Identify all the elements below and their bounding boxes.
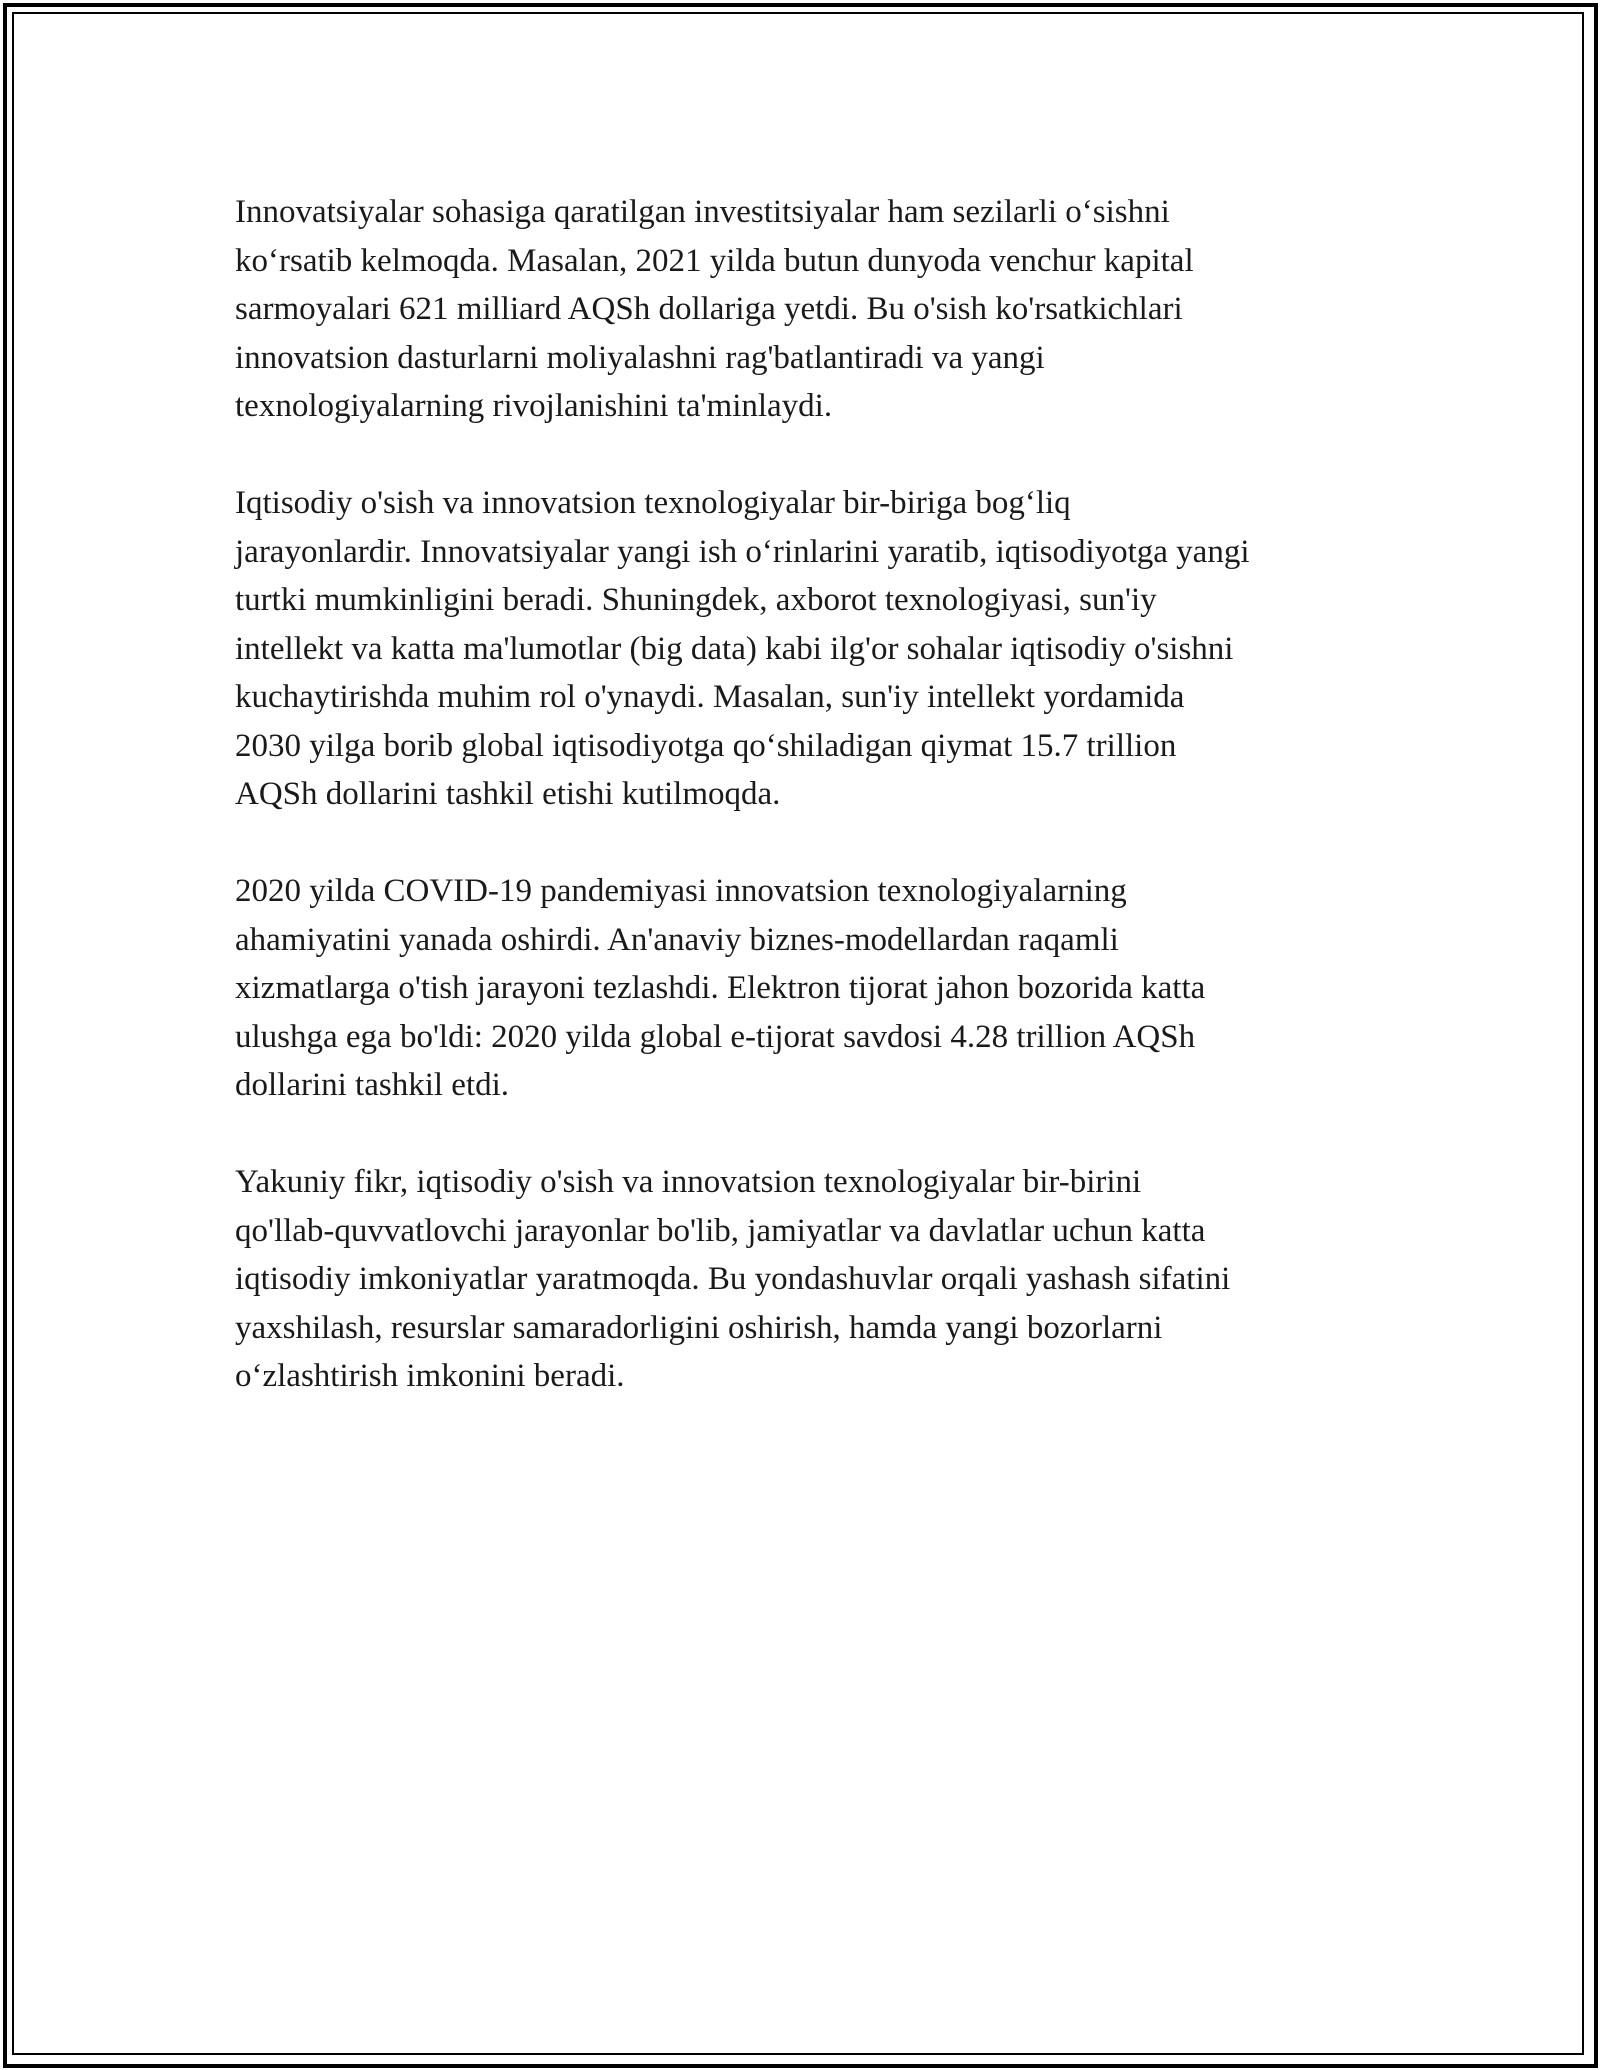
text-line: AQSh dollarini tashkil etishi kutilmoqda.	[235, 776, 781, 812]
text-line: ulushga ega bo'ldi: 2020 yilda global e-tijorat savdosi 4.28 trillion AQSh	[235, 1018, 1196, 1055]
paragraph-covid	[235, 867, 1375, 1110]
paragraph-economic-growth	[235, 479, 1375, 819]
text-line: innovatsion dasturlarni moliyalashni rag'batlantiradi va yangi	[235, 339, 1045, 376]
text-line: intellekt va katta ma'lumotlar (big data) kabi ilg'or sohalar iqtisodiy o'sishni	[235, 630, 1234, 667]
text-line: Iqtisodiy o'sish va innovatsion texnologiyalar bir-biriga bog‘liq	[235, 485, 1071, 521]
text-line: 2030 yilga borib global iqtisodiyotga qo‘shiladigan qiymat 15.7 trillion	[235, 727, 1177, 764]
text-line: ko‘rsatib kelmoqda. Masalan, 2021 yilda butun dunyoda venchur kapital	[235, 242, 1194, 279]
text-line: jarayonlardir. Innovatsiyalar yangi ish o‘rinlarini yaratib, iqtisodiyotga yangi	[235, 533, 1250, 570]
text-line: texnologiyalarning rivojlanishini ta'minlaydi.	[235, 388, 833, 424]
text-line: o‘zlashtirish imkonini beradi.	[235, 1358, 625, 1394]
text-line: yaxshilash, resurslar samaradorligini oshirish, hamda yangi bozorlarni	[235, 1309, 1163, 1346]
paragraph-conclusion	[235, 1158, 1375, 1401]
text-line: iqtisodiy imkoniyatlar yaratmoqda. Bu yondashuvlar orqali yashash sifatini	[235, 1261, 1231, 1297]
text-line: sarmoyalari 621 milliard AQSh dollariga yetdi. Bu o'sish ko'rsatkichlari	[235, 291, 1183, 327]
paragraph-investments	[235, 188, 1375, 431]
text-line: Yakuniy fikr, iqtisodiy o'sish va innovatsion texnologiyalar bir-birini	[235, 1164, 1142, 1200]
text-line: xizmatlarga o'tish jarayoni tezlashdi. Elektron tijorat jahon bozorida katta	[235, 970, 1206, 1006]
text-line: Innovatsiyalar sohasiga qaratilgan investitsiyalar ham sezilarli o‘sishni	[235, 194, 1170, 230]
text-line: dollarini tashkil etdi.	[235, 1067, 510, 1103]
document-body	[235, 188, 1375, 1449]
text-line: 2020 yilda COVID-19 pandemiyasi innovatsion texnologiyalarning	[235, 873, 1127, 909]
text-line: kuchaytirishda muhim rol o'ynaydi. Masalan, sun'iy intellekt yordamida	[235, 679, 1185, 715]
text-line: qo'llab-quvvatlovchi jarayonlar bo'lib, jamiyatlar va davlatlar uchun katta	[235, 1212, 1206, 1249]
text-line: turtki mumkinligini beradi. Shuningdek, axborot texnologiyasi, sun'iy	[235, 582, 1157, 618]
text-line: ahamiyatini yanada oshirdi. An'anaviy biznes-modellardan raqamli	[235, 921, 1119, 958]
